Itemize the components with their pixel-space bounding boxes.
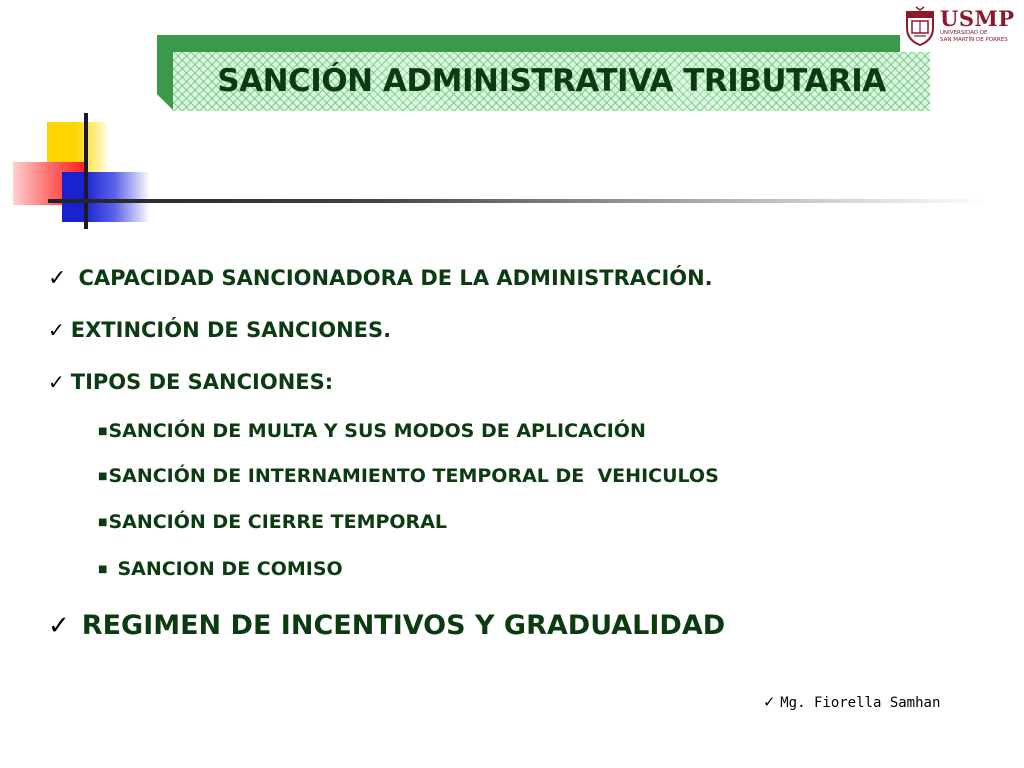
bullet-text: TIPOS DE SANCIONES: xyxy=(70,370,334,394)
logo-subtitle-line-1: UNIVERSIDAD DE xyxy=(940,30,988,36)
slide-title: SANCIÓN ADMINISTRATIVA TRIBUTARIA xyxy=(217,63,886,99)
logo-subtitle xyxy=(940,30,1008,43)
bullet-text: CAPACIDAD SANCIONADORA DE LA ADMINISTRACIÓN. xyxy=(78,266,713,290)
check-icon: ✓ xyxy=(48,370,65,394)
author-credit xyxy=(764,692,940,712)
square-bullet-icon: ■ xyxy=(98,426,108,437)
horizontal-rule xyxy=(48,199,988,203)
blue-square-decoration xyxy=(62,172,150,222)
square-bullet-icon: ■ xyxy=(98,471,108,482)
sub-bullet-text: SANCIÓN DE INTERNAMIENTO TEMPORAL DE VEHICULOS xyxy=(108,465,719,487)
square-bullet-icon: ■ xyxy=(98,517,108,528)
bullet-item xyxy=(48,370,333,394)
sub-bullet-text: SANCION DE COMISO xyxy=(117,558,343,580)
logo-name: USMP xyxy=(940,6,1015,31)
check-icon: ✓ xyxy=(764,692,775,712)
sub-bullet-text: SANCIÓN DE MULTA Y SUS MODOS DE APLICACIÓN xyxy=(108,420,646,442)
final-bullet-text: REGIMEN DE INCENTIVOS Y GRADUALIDAD xyxy=(81,610,726,641)
logo-subtitle-line-2: SAN MARTÍN DE PORRES xyxy=(940,36,1008,43)
check-icon: ✓ xyxy=(48,611,70,641)
sub-bullet-text: SANCIÓN DE CIERRE TEMPORAL xyxy=(108,511,448,533)
vertical-rule xyxy=(84,113,88,229)
bullet-text: EXTINCIÓN DE SANCIONES. xyxy=(70,318,392,342)
bullet-item xyxy=(48,318,391,342)
banner-top-bevel xyxy=(157,35,900,52)
decorative-graphic xyxy=(0,105,1000,235)
final-bullet-item xyxy=(48,610,725,641)
sub-bullet-item xyxy=(98,558,343,580)
title-banner xyxy=(157,35,930,111)
author-name: Mg. Fiorella Samhan xyxy=(780,695,941,711)
bullet-item xyxy=(48,266,713,291)
check-icon: ✓ xyxy=(48,266,67,291)
sub-bullet-item xyxy=(98,420,646,442)
check-icon: ✓ xyxy=(48,318,65,342)
square-bullet-icon: ■ xyxy=(98,564,108,575)
sub-bullet-item xyxy=(98,465,719,487)
sub-bullet-item xyxy=(98,511,447,533)
